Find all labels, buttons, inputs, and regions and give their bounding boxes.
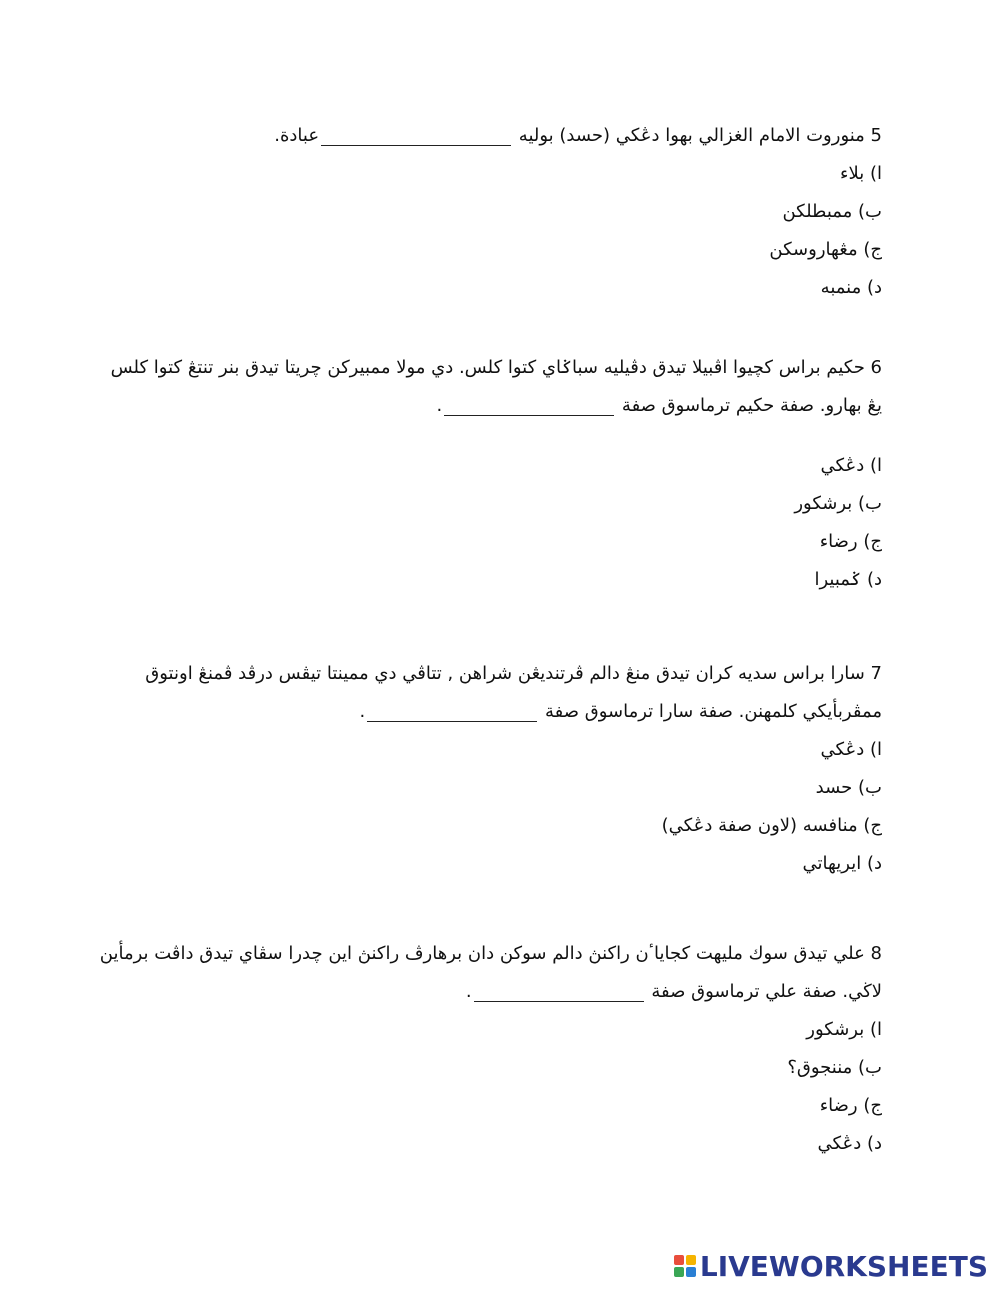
answer-blank xyxy=(474,983,644,1002)
question-8 xyxy=(99,935,882,1163)
liveworksheets-logo xyxy=(674,1246,988,1286)
question-5-stem xyxy=(110,117,882,155)
answer-blank xyxy=(444,397,614,416)
option-a[interactable]: ا) بلاء xyxy=(840,163,882,184)
option-a[interactable]: ا) برشكور xyxy=(806,1019,882,1040)
question-text: 7 سارا براس سديه كران تيدق منڠ دالم ڤرتنديڠن شراهن , تتاڤي دي ممينتا تيڤس درڤد ڤمنڠ اونتوق xyxy=(145,663,882,684)
option-b[interactable]: ب) برشكور xyxy=(794,493,882,514)
option-c[interactable]: ج) رضاء xyxy=(819,1095,882,1116)
option-c[interactable]: ج) مڠهاروسكن xyxy=(769,239,882,260)
answer-blank xyxy=(321,127,511,146)
question-text: 8 علي تيدق سوك مليهت كجاياٴن راكنڽ دالم سوكن دان برهارڤ راكنڽ اين چدرا سڤاي تيدق داڤت برمأين xyxy=(99,943,882,964)
question-7-stem-line-1 xyxy=(110,655,882,693)
question-text: يڠ بهارو. صفة حكيم ترماسوق صفة xyxy=(621,395,882,416)
logo-text: LIVEWORKSHEETS xyxy=(699,1249,988,1283)
option-b[interactable]: ب) مننجوق؟ xyxy=(787,1057,882,1078)
option-c[interactable]: ج) رضاء xyxy=(819,531,882,552)
question-text: 5 منوروت الامام الغزالي بهوا دڠكي (حسد) بوليه xyxy=(518,125,882,146)
question-8-stem-line-2 xyxy=(110,973,882,1011)
question-7-stem-line-2 xyxy=(110,693,882,731)
option-d[interactable]: د) ݢمبيرا xyxy=(814,569,882,590)
option-b[interactable]: ب) ممبطلكن xyxy=(782,201,882,222)
question-text: 6 حكيم براس كچيوا اڤبيلا تيدق دڤيليه سباݢاي كتوا كلس. دي مولا ممبيركن چريتا تيدق بنر تنتڠ كتوا كلس xyxy=(110,357,882,378)
question-text: لاڬي. صفة علي ترماسوق صفة xyxy=(651,981,882,1002)
question-8-stem-line-1 xyxy=(99,935,882,973)
option-d[interactable]: د) منمبه xyxy=(820,277,882,298)
question-text-end: . xyxy=(465,981,472,1002)
option-d[interactable]: د) ايريهاتي xyxy=(802,853,882,874)
option-b[interactable]: ب) حسد xyxy=(815,777,882,798)
question-5 xyxy=(110,117,882,307)
question-text-end: عبادة. xyxy=(274,125,320,146)
logo-icon xyxy=(674,1255,696,1277)
option-a[interactable]: ا) دڠكي xyxy=(820,455,882,476)
option-a[interactable]: ا) دڠكي xyxy=(820,739,882,760)
option-d[interactable]: د) دڠكي xyxy=(817,1133,882,1154)
option-c[interactable]: ج) منافسه (لاون صفة دڠكي) xyxy=(661,815,882,836)
question-6-stem-line-1 xyxy=(110,349,882,387)
question-6-stem-line-2 xyxy=(110,387,882,425)
question-text-end: . xyxy=(436,395,443,416)
question-text-end: . xyxy=(359,701,366,722)
question-text: ممڤربأيكي كلمهنن. صفة سارا ترماسوق صفة xyxy=(545,701,882,722)
question-7 xyxy=(110,655,882,883)
question-6 xyxy=(110,349,882,599)
answer-blank xyxy=(367,703,537,722)
